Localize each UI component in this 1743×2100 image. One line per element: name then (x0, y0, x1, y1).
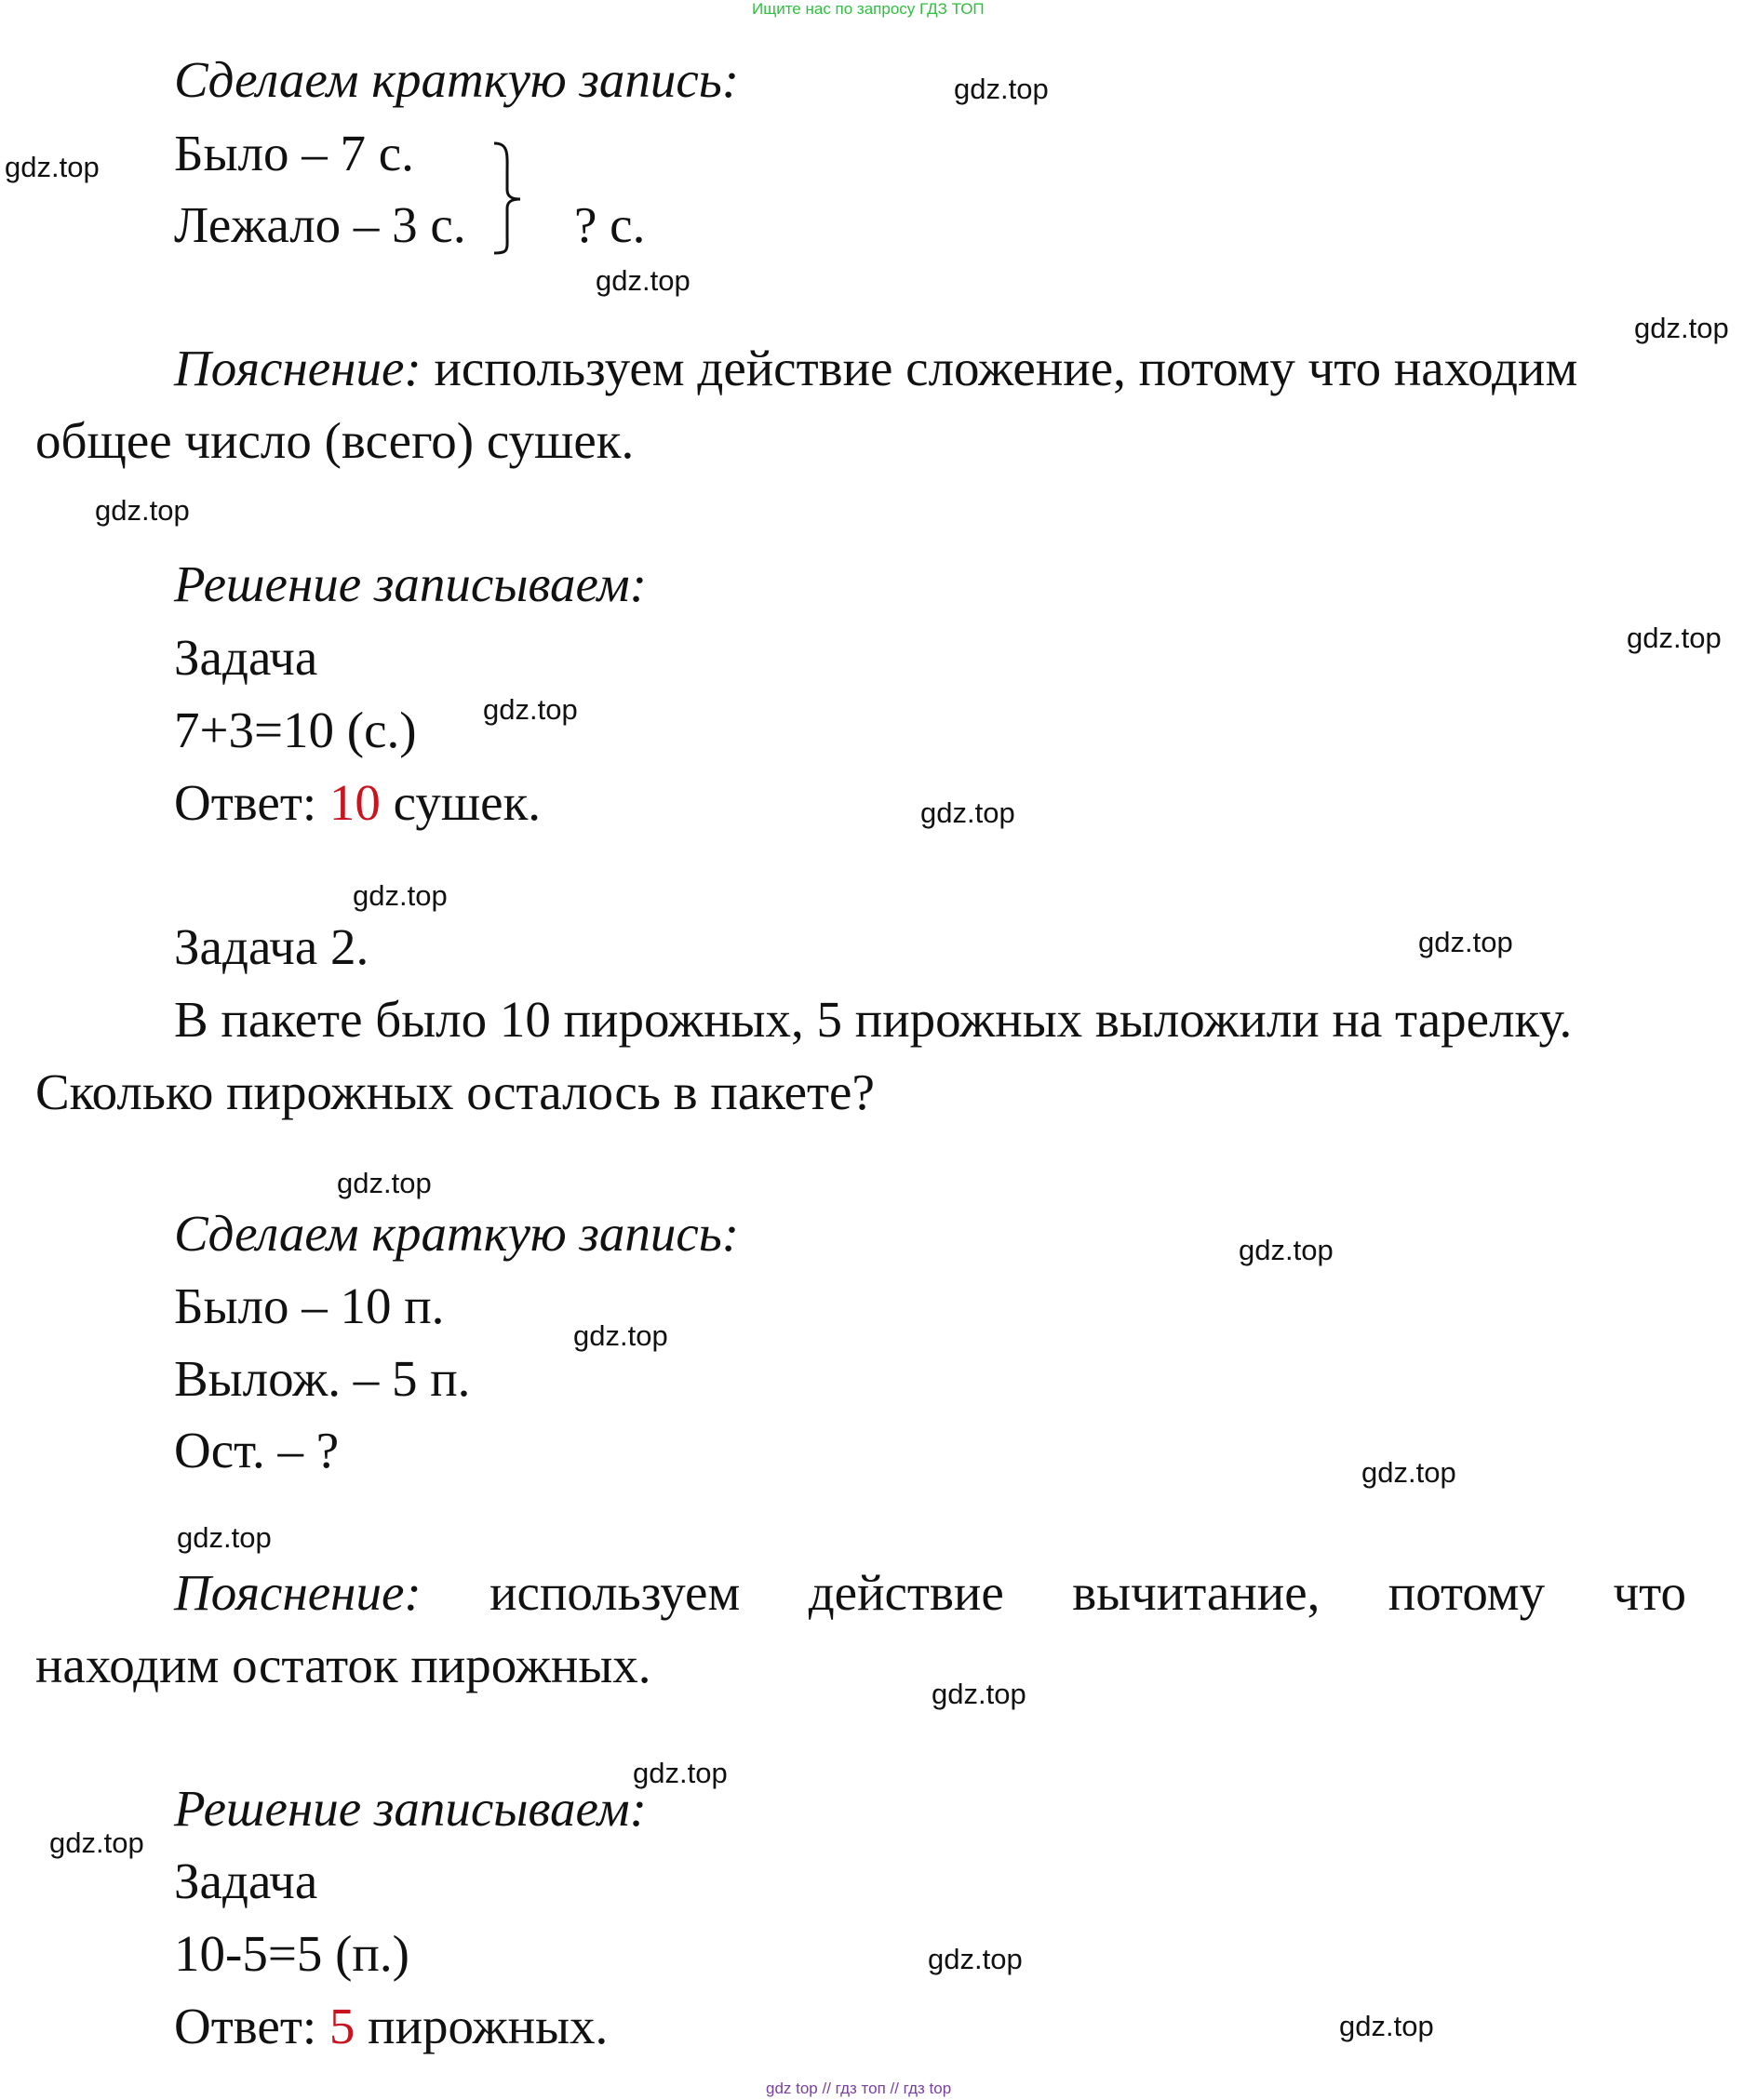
watermark: gdz.top (49, 1826, 144, 1859)
task2-equation: 10-5=5 (п.) (174, 1925, 409, 1982)
task2-short-record-heading: Сделаем краткую запись: (174, 1205, 740, 1262)
watermark: gdz.top (1339, 2010, 1434, 2042)
task1-answer-label: Ответ: (174, 774, 317, 831)
task1-explanation-label: Пояснение: (174, 340, 422, 396)
watermark: gdz.top (920, 796, 1015, 829)
task2-record-line1: Было – 10 п. (174, 1277, 445, 1334)
task1-record-line1: Было – 7 с. (174, 125, 414, 181)
task1-answer (174, 774, 542, 831)
curly-brace-icon (489, 138, 526, 259)
top-banner: Ищите нас по запросу ГДЗ ТОП (752, 0, 985, 18)
task2-problem-line2: Сколько пирожных осталось в пакете? (35, 1063, 875, 1120)
task2-answer (174, 2000, 608, 2052)
task2-explanation-word: потому (1388, 1564, 1546, 1621)
task2-answer-label: Ответ: (174, 1998, 317, 2054)
task2-task-word: Задача (174, 1853, 318, 1909)
watermark: gdz.top (596, 264, 690, 297)
watermark: gdz.top (95, 494, 190, 527)
task2-record-line3: Ост. – ? (174, 1422, 340, 1478)
task2-explanation-line2: находим остаток пирожных. (35, 1637, 651, 1693)
watermark: gdz.top (337, 1167, 432, 1199)
task2-explanation-word: действие (808, 1564, 1004, 1621)
task2-explanation-label: Пояснение: (174, 1564, 422, 1621)
watermark: gdz.top (177, 1521, 272, 1554)
task2-solution-heading: Решение записываем: (174, 1780, 647, 1837)
watermark: gdz.top (928, 1943, 1023, 1975)
task2-problem-line1: В пакете было 10 пирожных, 5 пирожных выложили на тарелку. (174, 991, 1573, 1048)
task2-record-line2: Вылож. – 5 п. (174, 1350, 471, 1407)
watermark: gdz.top (5, 151, 100, 183)
watermark: gdz.top (932, 1678, 1026, 1710)
task2-explanation-word: используем (489, 1564, 741, 1621)
watermark: gdz.top (483, 693, 578, 726)
task1-equation: 7+3=10 (с.) (174, 702, 417, 758)
task2-answer-value: 5 (328, 1998, 355, 2054)
watermark: gdz.top (1634, 312, 1729, 344)
task2-explanation-word: вычитание, (1072, 1564, 1321, 1621)
watermark: gdz.top (954, 73, 1049, 105)
task1-answer-value: 10 (328, 774, 381, 831)
task2-title: Задача 2. (174, 918, 369, 975)
task1-answer-unit: сушек. (393, 774, 542, 831)
task1-record-line2: Лежало – 3 с. (174, 196, 466, 253)
watermark: gdz.top (1418, 926, 1513, 958)
task2-answer-unit: пирожных. (368, 1998, 609, 2054)
watermark: gdz.top (1239, 1234, 1334, 1266)
watermark: gdz.top (633, 1757, 728, 1789)
task1-explanation-line1 (174, 342, 1577, 394)
task1-explanation-line2: общее число (всего) сушек. (35, 412, 635, 469)
task1-task-word: Задача (174, 629, 318, 686)
task1-explanation-text: используем действие сложение, потому что находим (434, 340, 1578, 396)
task1-short-record-heading: Сделаем краткую запись: (174, 51, 740, 108)
watermark: gdz.top (1627, 622, 1722, 654)
task1-solution-heading: Решение записываем: (174, 555, 647, 612)
task2-explanation-line1 (174, 1564, 1686, 1621)
footer-watermark: gdz top // гдз топ // гдз top (766, 2080, 952, 2097)
task2-explanation-word: что (1613, 1564, 1686, 1621)
watermark: gdz.top (573, 1319, 668, 1352)
task1-question: ? с. (574, 196, 646, 253)
watermark: gdz.top (1361, 1456, 1456, 1489)
watermark: gdz.top (353, 879, 448, 912)
